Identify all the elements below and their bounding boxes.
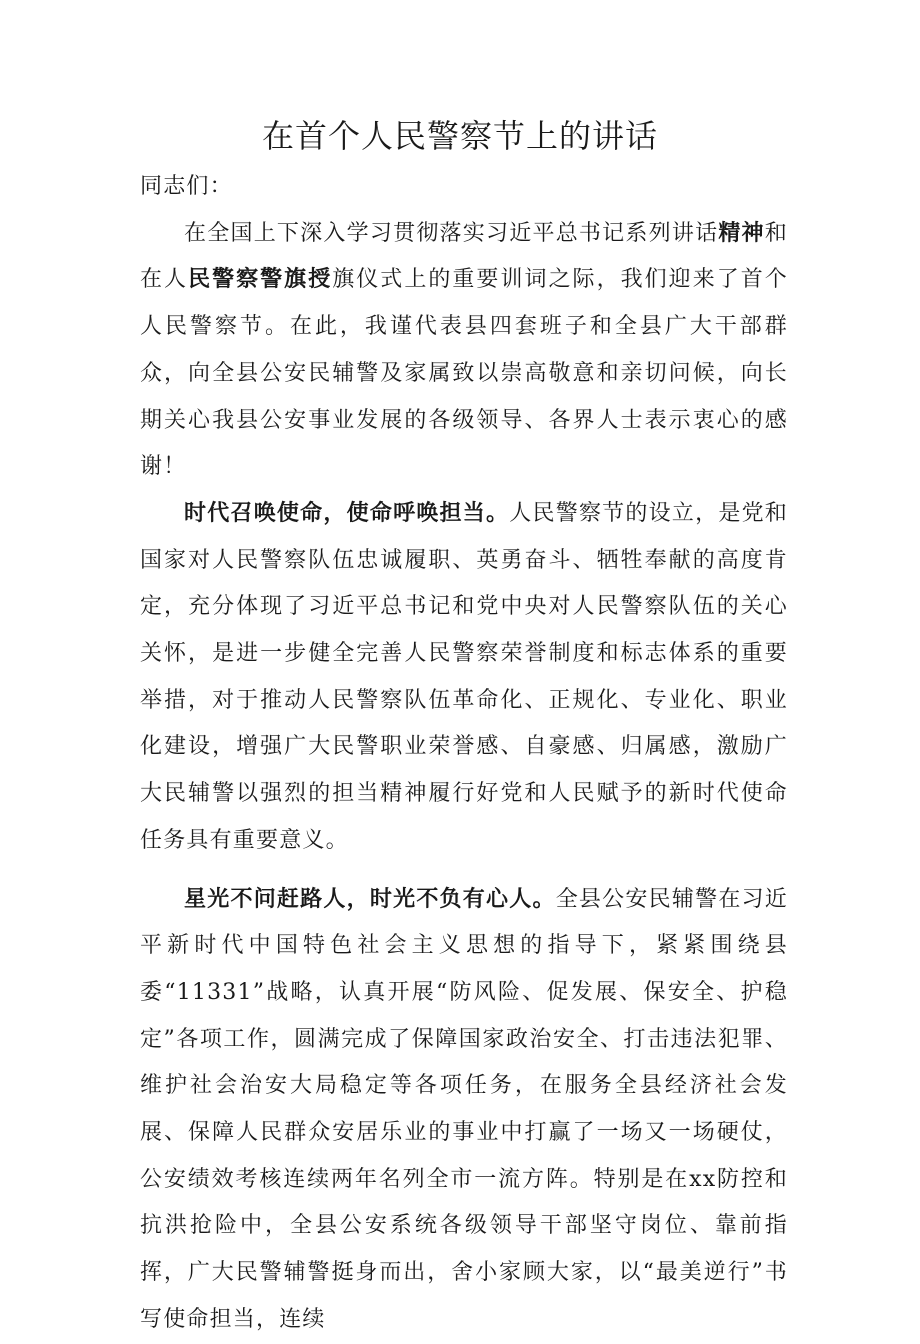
paragraph-1-text: 旗仪式上的重要训词之际，我们迎来了首个人民警察节。在此，我谨代表县四套班子和全县广大干部群众，向全县公安民辅警及家属致以崇高敬意和亲切问候，向长期关心我县公安事业发展的各级领导、各界人士表示衷心的感谢！ — [140, 267, 788, 480]
paragraph-1-text: 和在人 — [140, 220, 788, 293]
document-title: 在首个人民警察节上的讲话 — [261, 117, 658, 155]
paragraph-spacer — [140, 865, 788, 877]
paragraph-3-heading: 星光不问赶路人，时光不负有心人。 — [184, 886, 556, 912]
paragraph-3 — [140, 877, 788, 1344]
paragraph-1 — [140, 211, 788, 491]
salutation: 同志们： — [140, 174, 233, 199]
paragraph-2 — [140, 491, 788, 865]
paragraph-2-heading: 时代召唤使命，使命呼唤担当。 — [184, 500, 510, 526]
paragraph-1-text: 在全国上下深入学习贯彻落实习近平总书记系列讲话 — [184, 220, 719, 246]
paragraph-2-text: 人民警察节的设立，是党和国家对人民警察队伍忠诚履职、英勇奋斗、牺牲奉献的高度肯定，充分体现了习近平总书记和党中央对人民警察队伍的关心关怀，是进一步健全完善人民警察荣誉制度和标志体系的重要举措，对于推动人民警察队伍革命化、正规化、专业化、职业化建设，增强广大民警职业荣誉感、自豪感、归属感，激励广大民辅警以强烈的担当精神履行好党和人民赋予的新时代使命任务具有重要意义。 — [140, 500, 788, 853]
paragraph-1-bold-text: 民警察警旗授 — [188, 267, 333, 293]
document-body — [140, 164, 788, 1344]
paragraph-1-bold-text: 精神 — [718, 220, 765, 246]
paragraph-3-text: 全县公安民辅警在习近平新时代中国特色社会主义思想的指导下，紧紧围绕县委“11331”战略，认真开展“防风险、促发展、保安全、护稳定”各项工作，圆满完成了保障国家政治安全、打击违法犯罪、维护社会治安大局稳定等各项任务，在服务全县经济社会发展、保障人民群众安居乐业的事业中打赢了一场又一场硬仗，公安绩效考核连续两年名列全市一流方阵。特别是在xx防控和抗洪抢险中，全县公安系统各级领导干部坚守岗位、靠前指挥，广大民警辅警挺身而出，舍小家顾大家，以“最美逆行”书写使命担当，连续 — [140, 886, 788, 1332]
